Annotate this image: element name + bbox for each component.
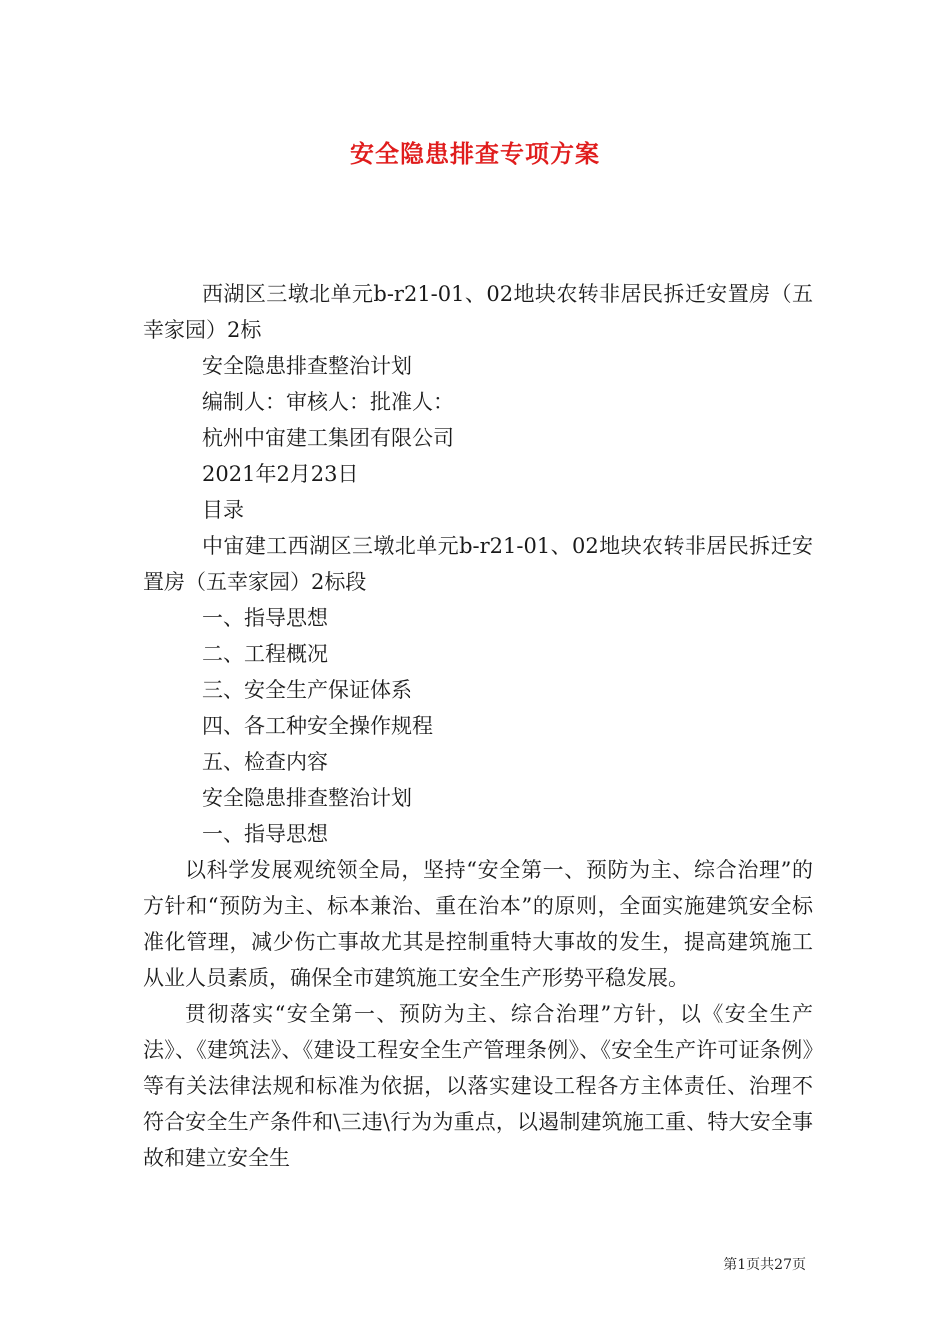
document-title: 安全隐患排查专项方案 — [350, 140, 600, 168]
section-heading: 一、指导思想 — [202, 822, 328, 846]
toc-item: 五、检查内容 — [202, 750, 328, 774]
document-body — [143, 276, 813, 1176]
toc-item: 二、工程概况 — [202, 642, 328, 666]
body-paragraph: 以科学发展观统领全局，坚持“安全第一、预防为主、综合治理”的方针和“预防为主、标本兼治、重在治本”的原则，全面实施建筑安全标准化管理，减少伤亡事故尤其是控制重特大事故的发生，提高建筑施工从业人员素质，确保全市建筑施工安全生产形势平稳发展。 — [143, 858, 813, 990]
toc-item: 四、各工种安全操作规程 — [202, 714, 433, 738]
toc-project: 中宙建工西湖区三墩北单元b-r21-01、02地块农转非居民拆迁安置房（五幸家园）2标段 — [143, 534, 813, 594]
company-name: 杭州中宙建工集团有限公司 — [202, 426, 454, 450]
body-paragraph: 贯彻落实“安全第一、预防为主、综合治理”方针，以《安全生产法》、《建筑法》、《建设工程安全生产管理条例》、《安全生产许可证条例》等有关法律法规和标准为依据，以落实建设工程各方主体责任、治理不符合安全生产条件和\三违\行为为重点，以遏制建筑施工重、特大安全事故和建立安全生 — [143, 1002, 813, 1170]
section-plan-title: 安全隐患排查整治计划 — [202, 786, 412, 810]
project-heading: 西湖区三墩北单元b-r21-01、02地块农转非居民拆迁安置房（五幸家园）2标 — [143, 282, 813, 342]
toc-item: 一、指导思想 — [202, 606, 328, 630]
document-date: 2021年2月23日 — [202, 462, 359, 486]
page-number: 第1页共27页 — [723, 1257, 806, 1273]
plan-title: 安全隐患排查整治计划 — [202, 354, 412, 378]
signatories: 编制人：审核人：批准人： — [202, 390, 454, 414]
toc-label: 目录 — [202, 498, 244, 522]
toc-item: 三、安全生产保证体系 — [202, 678, 412, 702]
